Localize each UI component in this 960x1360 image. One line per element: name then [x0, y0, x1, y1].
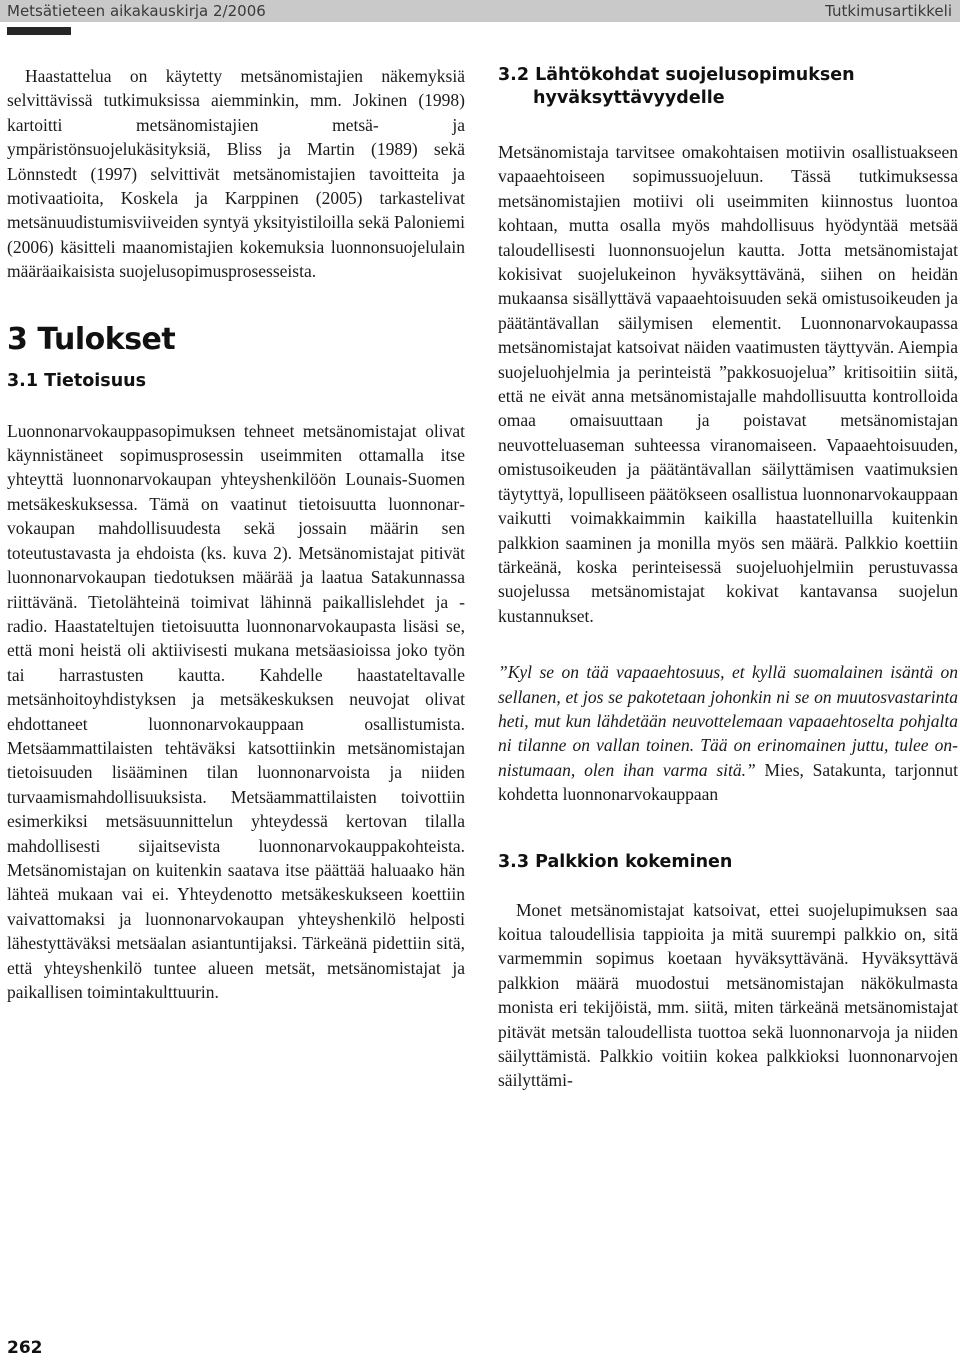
intro-paragraph: Haastattelua on käytetty metsänomistajien näkemyksiä selvittävissä tutkimuksissa aiemminkin, mm. Jokinen (1998) kartoitti metsänomistajien metsä- ja ympäristönsuojelukäsityksiä, Bliss ja Martin (1989) sekä Lönnstedt (1997) selvittivät metsänomistajien tavoitteita ja motivaatioita, Koskela ja Karppinen (2005) tarkastelivat metsänuudistumisviiveiden syntyä yksityistiloilla sekä Paloniemi (2006) käsitteli maanomistajien kokemuksia luonnonsuojelulain määräaikaisista suojelusopimusprosesseista.: [7, 66, 465, 282]
right-column: [498, 64, 958, 1093]
running-header: [0, 0, 960, 22]
subsection-heading-acceptability-line1: 3.2 Lähtökohdat suojelusopimuksen: [498, 65, 855, 85]
reward-paragraph: Monet metsänomistajat katsoivat, ettei suojelupimuksen saa koitua taloudellisia tappioita ja mitä suurempi palkkio on, sitä varmemmin sopimus koetaan hyväksyttävänä. Hyväksyttävä palkkion määrä muodostui metsänomistajan näkökulmasta monista eri tekijöistä, mm. siitä, miten tärkeänä metsänomistajat pitävät metsän taloudellista tuottoa sekä luonnonarvoja ja niiden säilyttämistä. Palkkio voitiin kokea palkkioksi luonnonarvojen säilyttämi-: [498, 899, 958, 1091]
quote-text: ”Kyl se on tää vapaaehtosuus, et kyllä suomalainen isäntä on sellanen, et jos se pakotetaan johonkin ni se on muutosvastarinta heti, mut kun lähdetään neuvottelemaan vapaaehtoselta pohjalta ni tilanne on vallan toinen. Tää on erinomainen juttu, tulee onnistumaan, olen ihan varma sitä.”: [498, 662, 958, 780]
awareness-paragraph: Luonnonarvokauppasopimuksen tehneet metsänomistajat olivat käynnistäneet sopimusprosessin useimmiten ottamalla itse yhteyttä luonnonarvokaupan yhteyshenkilöön Lounais-Suomen metsäkeskuksessa. Tämä on vaatinut tietoisuutta luonnonarvokaupan mahdollisuudesta sekä jossain määrin sen toteutustavasta ja ehdoista (ks. kuva 2). Metsänomistajat pitivät luonnonarvokaupan tiedotuksen määrää ja laatua Satakunnassa riittävänä. Tietolähteinä toimivat lähinnä paikallislehdet ja -radio. Haastateltujen tietoisuutta luonnonarvokaupasta lisäsi se, että moni heistä oli aktiivisesti mukana metsäasioissa joko työn tai harrastusten kautta. Kahdelle haastateltavalle metsänhoitoyhdistyksen ja metsäkeskuksen neuvojat olivat ehdottaneet luonnonarvokauppaan osallistumista. Metsäammattilaisten tehtäväksi katsottiinkin metsänomistajan tietoisuuden lisääminen tilan luonnonarvoista ja niiden turvaamismahdollisuuksista. Metsäammattilaisten toivottiin esimerkiksi metsäsuunnittelun yhteydessä kertovan tilalla mahdollisesti sijaitsevista luonnonarvokauppakohteista. Metsänomistajan on kuitenkin saatava itse päättää haluaako hän lähteä mukaan vai ei. Yhteydenotto metsäkeskukseen koettiin vaivattomaksi ja luonnonarvokaupan yhteyshenkilö helposti lähestyttäväksi metsäalan asiantuntijaksi. Tärkeänä pidettiin sitä, että yhteyshenkilö tuntee alueen metsät, metsänomistajat ja paikallisen toimintakulttuurin.: [7, 420, 465, 1002]
subsection-heading-reward: 3.3 Palkkion kokeminen: [498, 851, 733, 872]
page-number: 262: [7, 1338, 43, 1358]
subsection-heading-awareness: 3.1 Tietoisuus: [7, 370, 147, 391]
section-heading-results: 3 Tulokset: [7, 321, 176, 357]
header-mark-bar: [7, 27, 71, 35]
subsection-heading-acceptability: [498, 64, 958, 110]
acceptability-paragraph: Metsänomistaja tarvitsee omakohtaisen motiivin osallistuakseen vapaaehtoiseen sopimussuojeluun. Tässä tutkimuksessa metsänomistajien motiivi oli useimmiten kiinnostus luontoa kohtaan, mutta osalla myös mahdollisuus hyödyntää metsää taloudellisesti luonnonsuojelun kautta. Jotta metsänomistajat kokisivat suojelukeinon hyväksyttävänä, siihen on heidän mukaansa sisällyttävä vapaaehtoisuuden sekä omistusoikeuden ja päätäntävallan säilymisen elementit. Luonnonarvokaupassa metsänomistajat katsoivat näiden vaatimusten täyttyvän. Aiempia suojeluohjelmia ja perinteistä ”pakkosuojelua” kritisoitiin siitä, että ne eivät anna metsänomistajalle mahdollisuutta kontrolloida omaa omaisuuttaan ja poistavat metsänomistajan neuvotteluaseman suhteessa viranomaiseen. Vapaaehtoisuuden, omistusoikeuden ja päätäntävallan säilyttämisen vaatimuksien täytyttyä, lopulliseen päätökseen osallistua luonnonarvokauppaan vaikutti voimakkaimmin kaikilla haastatelluilla kuitenkin palkkion saaminen ja monilla myös sen määrä. Palkkio koettiin tärkeänä, koska perinteisessä suojeluohjelmiin perustuvassa suojelussa metsänomistajat kokivat kantavansa suojelun kustannukset.: [498, 142, 958, 626]
journal-title: Metsätieteen aikakauskirja 2/2006: [7, 2, 266, 20]
subsection-heading-acceptability-line2: hyväksyttävyydelle: [533, 88, 725, 108]
article-type: Tutkimusartikkeli: [825, 2, 952, 20]
left-column: [7, 64, 465, 1004]
interview-quote: [498, 660, 958, 806]
quote-source: Mies, Satakunta, tarjonnut kohdetta luonnonarvokauppaan: [498, 759, 958, 805]
